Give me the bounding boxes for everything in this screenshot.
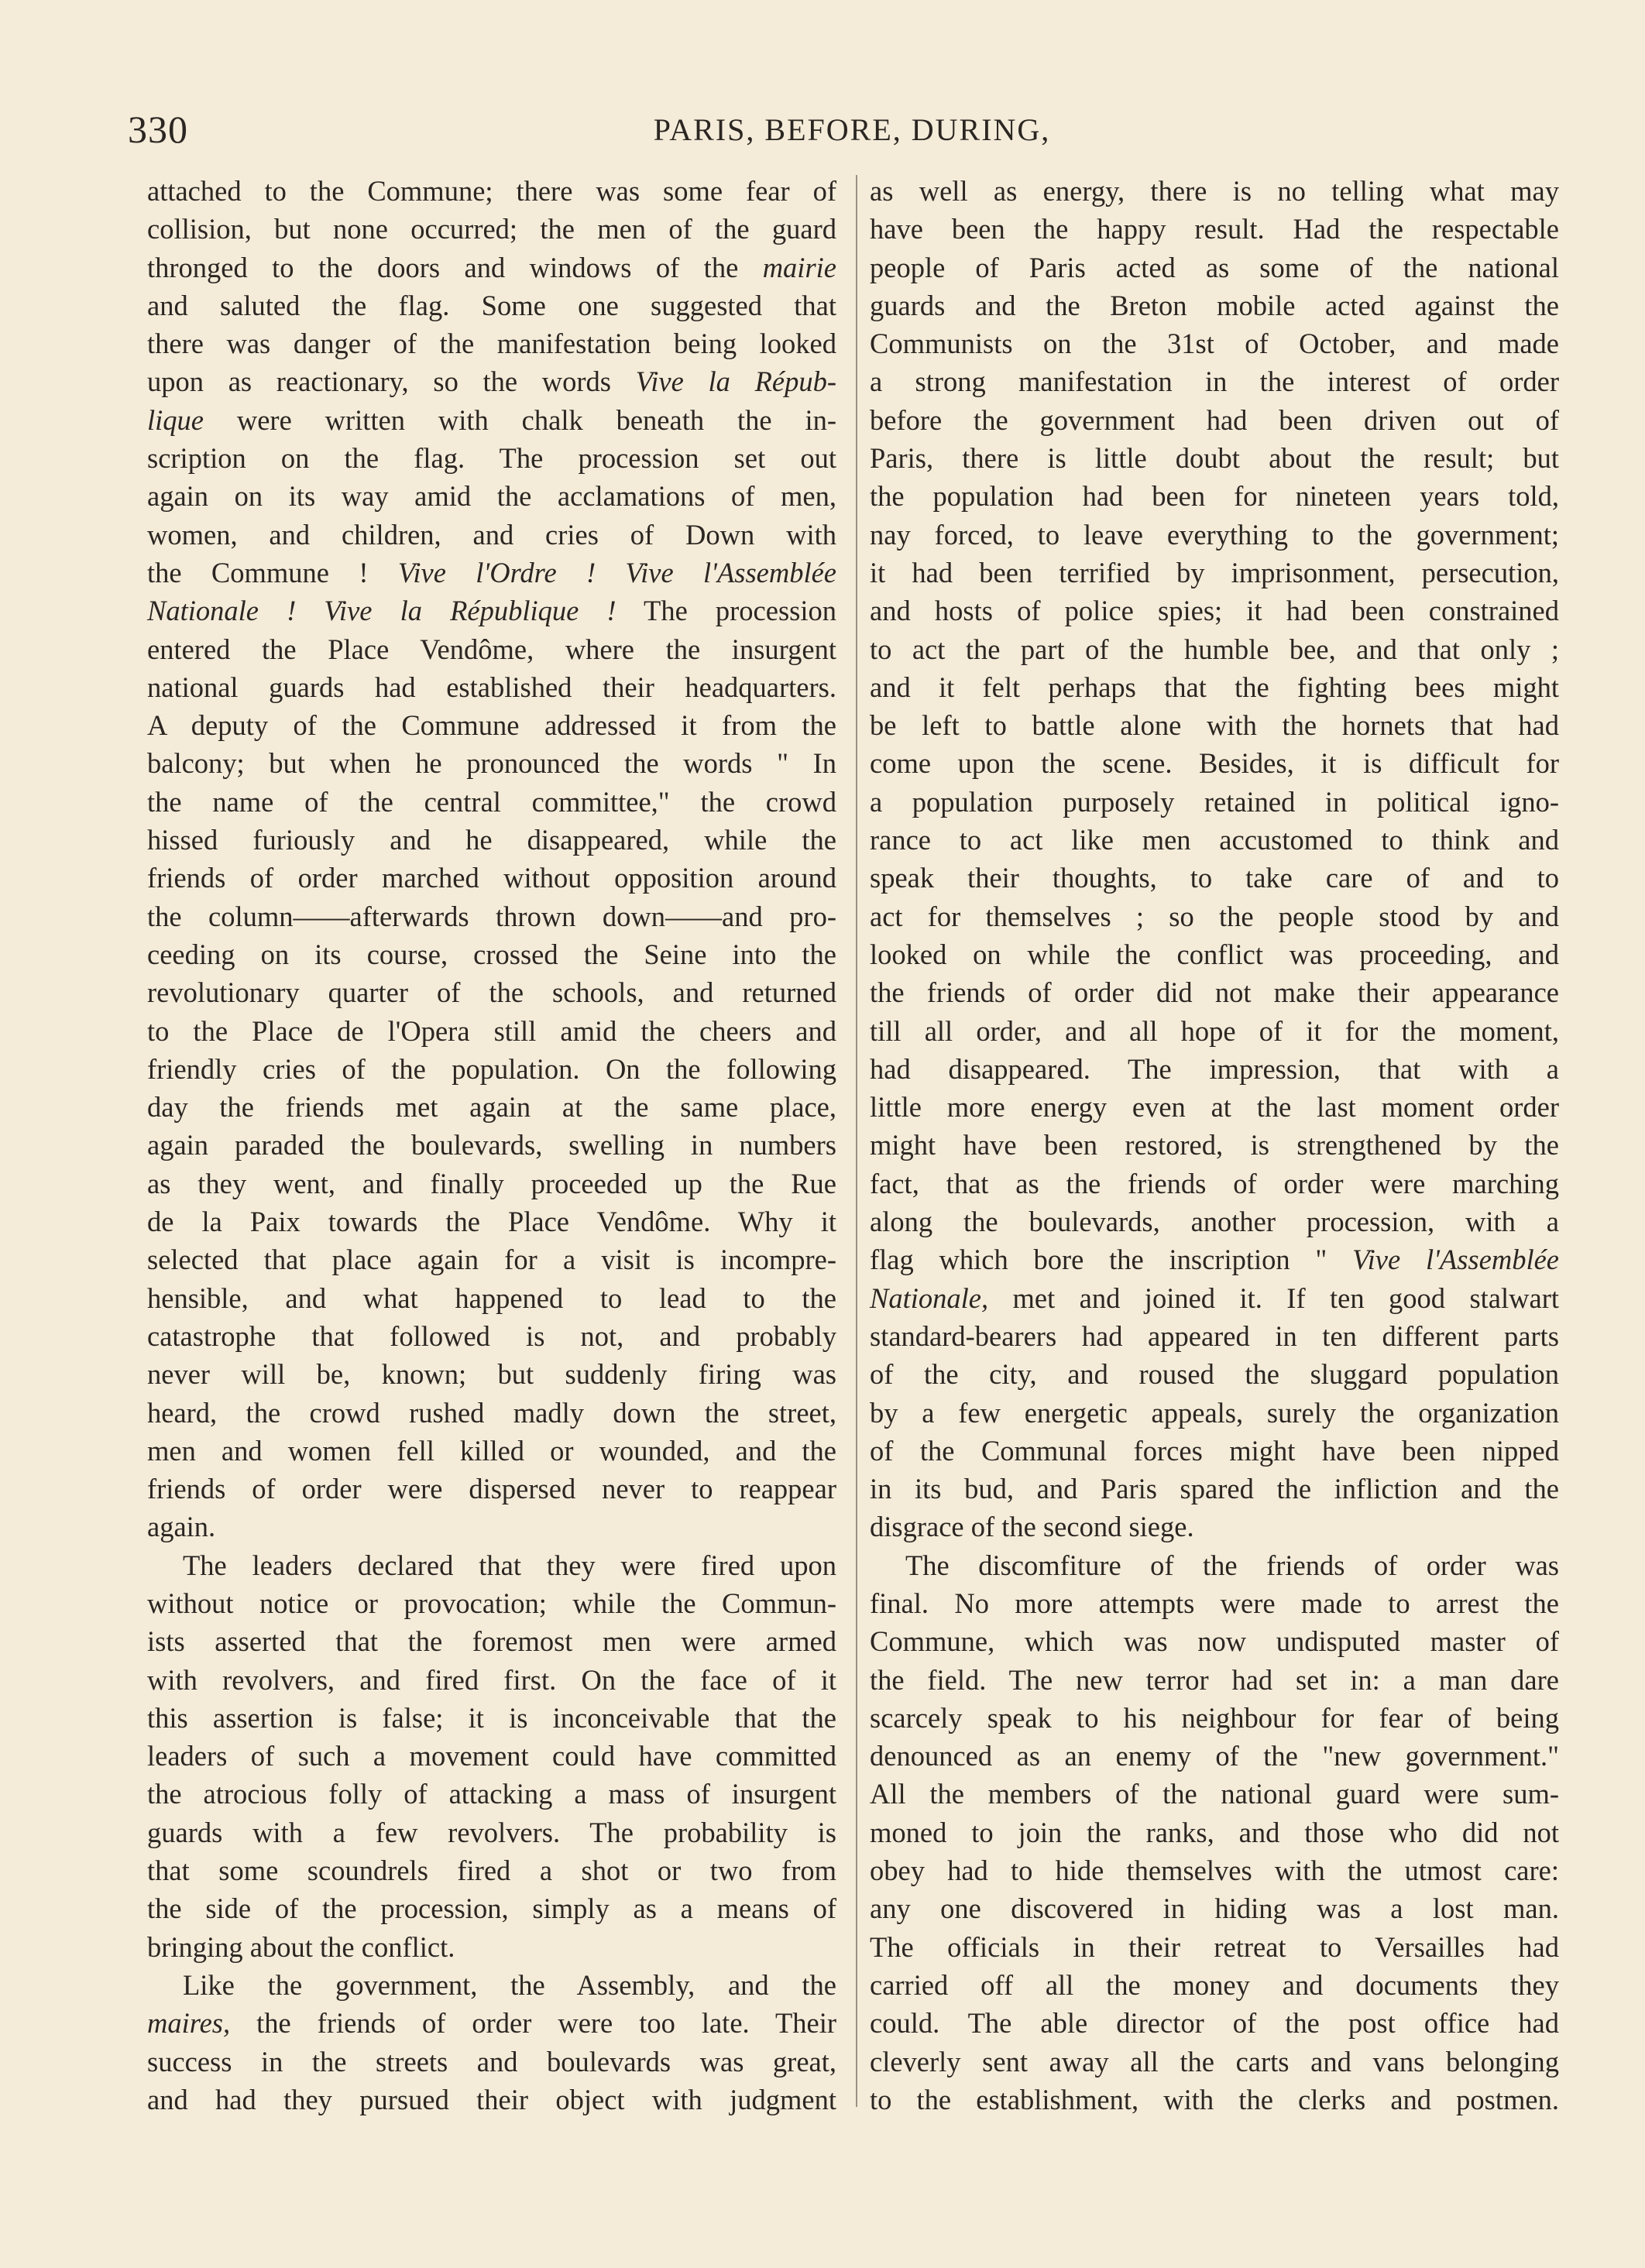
line-text: final. No more attempts were made to arrest the: [870, 1587, 1559, 1619]
text-line: [870, 783, 1559, 821]
text-line: [870, 249, 1559, 287]
text-line: [870, 1813, 1559, 1851]
text-line: [147, 1508, 836, 1546]
text-line: [870, 1088, 1559, 1126]
line-text: A deputy of the Commune addressed it from the: [147, 709, 836, 742]
line-text: Commune, which was now undisputed master of: [870, 1625, 1559, 1658]
text-line: [870, 2004, 1559, 2042]
line-text: de la Paix towards the Place Vendôme. Why it: [147, 1206, 836, 1238]
text-line: [147, 554, 836, 592]
text-line: [870, 1584, 1559, 1622]
line-text: any one discovered in hiding was a lost man.: [870, 1892, 1559, 1925]
page-header: [128, 107, 1576, 153]
line-text: The officials in their retreat to Versailles had: [870, 1930, 1559, 1963]
text-line: [147, 477, 836, 515]
line-text: women, and children, and cries of Down with: [147, 518, 836, 551]
text-line: [147, 1470, 836, 1508]
line-text: ists asserted that the foremost men were armed: [147, 1625, 836, 1658]
line-text: the friends of order did not make their appearance: [870, 976, 1559, 1009]
text-line: [870, 1394, 1559, 1432]
text-line: [147, 1240, 836, 1278]
text-line: [870, 592, 1559, 630]
line-text: by a few energetic appeals, surely the organization: [870, 1396, 1559, 1429]
text-line: [147, 783, 836, 821]
line-text: the friends of order were too late. Their: [230, 2007, 836, 2040]
line-text: hensible, and what happened to lead to the: [147, 1282, 836, 1314]
text-line: [147, 592, 836, 630]
text-line: [147, 1317, 836, 1355]
text-line: [870, 935, 1559, 973]
line-text: act for themselves ; so the people stood by and: [870, 900, 1559, 932]
line-text: of the city, and roused the sluggard population: [870, 1358, 1559, 1391]
line-text: national guards had established their headquarters.: [147, 671, 836, 703]
text-line: [147, 439, 836, 477]
line-text: were written with chalk beneath the in-: [203, 403, 836, 436]
text-line: [870, 362, 1559, 400]
text-line: [147, 1622, 836, 1660]
line-text: obey had to hide themselves with the utmost care:: [870, 1855, 1559, 1887]
text-line: [147, 1737, 836, 1775]
line-text: friendly cries of the population. On the following: [147, 1052, 836, 1085]
text-line: [147, 1584, 836, 1622]
line-text: scription on the flag. The procession set out: [147, 442, 836, 475]
text-line: [870, 1470, 1559, 1508]
line-text: this assertion is false; it is inconceivable that the: [147, 1701, 836, 1734]
italic-text: mairie: [762, 251, 836, 283]
line-text: scarcely speak to his neighbour for fear of being: [870, 1701, 1559, 1734]
running-head: PARIS, BEFORE, DURING,: [653, 112, 1051, 147]
text-line: [147, 668, 836, 706]
text-line: [870, 1050, 1559, 1088]
line-text: along the boulevards, another procession, with a: [870, 1206, 1559, 1238]
line-text: denounced as an enemy of the "new government.": [870, 1740, 1559, 1772]
text-line: [870, 554, 1559, 592]
line-text: success in the streets and boulevards was great,: [147, 2045, 836, 2078]
text-line: [147, 249, 836, 287]
text-line: [870, 1699, 1559, 1737]
text-line: [870, 1165, 1559, 1203]
text-line: [870, 1851, 1559, 1889]
italic-text: Vive la Répub-: [635, 365, 836, 398]
text-line: [870, 1928, 1559, 1966]
line-text: and had they pursued their object with judgment: [147, 2083, 836, 2115]
text-line: [870, 706, 1559, 744]
text-line: [870, 1508, 1559, 1546]
text-line: [870, 1661, 1559, 1699]
text-line: [870, 1240, 1559, 1278]
line-text: disgrace of the second siege.: [870, 1511, 1194, 1543]
line-text: friends of order marched without opposition around: [147, 862, 836, 894]
text-line: [147, 2081, 836, 2119]
italic-text: lique: [147, 403, 204, 436]
line-text: friends of order were dispersed never to reappear: [147, 1473, 836, 1505]
text-line: [870, 1966, 1559, 2004]
text-line: [870, 287, 1559, 324]
line-text: flag which bore the inscription ": [870, 1244, 1353, 1276]
line-text: before the government had been driven out of: [870, 403, 1559, 436]
text-line: [870, 1432, 1559, 1470]
text-line: [147, 630, 836, 668]
text-line: [147, 1546, 836, 1584]
text-line: [870, 1203, 1559, 1240]
line-text: selected that place again for a visit is incompre-: [147, 1244, 836, 1276]
text-line: [147, 362, 836, 400]
text-line: [870, 821, 1559, 859]
line-text: attached to the Commune; there was some fear of: [147, 175, 836, 207]
line-text: thronged to the doors and windows of the: [147, 251, 763, 283]
line-text: to act the part of the humble bee, and that only ;: [870, 633, 1559, 665]
text-line: [870, 744, 1559, 782]
text-line: [870, 973, 1559, 1011]
line-text: that some scoundrels fired a shot or two from: [147, 1855, 836, 1887]
column-divider: [856, 175, 857, 2107]
text-line: [147, 1203, 836, 1240]
text-line: [870, 630, 1559, 668]
text-line: [147, 1699, 836, 1737]
line-text: the side of the procession, simply as a means of: [147, 1892, 836, 1925]
text-line: [870, 1279, 1559, 1317]
line-text: upon as reactionary, so the words: [147, 365, 636, 398]
text-line: [147, 172, 836, 210]
line-text: again on its way amid the acclamations of men,: [147, 480, 836, 513]
text-line: [870, 1775, 1559, 1813]
text-line: [870, 210, 1559, 248]
line-text: balcony; but when he pronounced the words " In: [147, 747, 836, 780]
line-text: Like the government, the Assembly, and the: [183, 1968, 836, 2001]
line-text: come upon the scene. Besides, it is difficult for: [870, 747, 1559, 780]
line-text: speak their thoughts, to take care of and to: [870, 862, 1559, 894]
text-line: [870, 516, 1559, 554]
text-line: [147, 287, 836, 324]
text-line: [147, 1432, 836, 1470]
text-line: [870, 1889, 1559, 1927]
line-text: never will be, known; but suddenly firing was: [147, 1358, 836, 1391]
line-text: The discomfiture of the friends of order was: [905, 1549, 1559, 1581]
line-text: people of Paris acted as some of the national: [870, 251, 1559, 283]
line-text: hissed furiously and he disappeared, while the: [147, 824, 836, 856]
line-text: with revolvers, and fired first. On the face of it: [147, 1663, 836, 1696]
line-text: All the members of the national guard were sum-: [870, 1778, 1559, 1810]
text-line: [147, 401, 836, 439]
left-column: [147, 172, 836, 2119]
text-line: [147, 210, 836, 248]
line-text: The procession: [616, 595, 836, 627]
line-text: looked on while the conflict was proceeding, and: [870, 938, 1559, 970]
text-line: [870, 401, 1559, 439]
line-text: to the Place de l'Opera still amid the cheers and: [147, 1014, 836, 1047]
line-text: the column——afterwards thrown down——and pro-: [147, 900, 836, 932]
text-line: [870, 1355, 1559, 1393]
line-text: could. The able director of the post office had: [870, 2007, 1559, 2040]
line-text: the atrocious folly of attacking a mass of insurgent: [147, 1778, 836, 1810]
text-line: [870, 2081, 1559, 2119]
line-text: catastrophe that followed is not, and probably: [147, 1319, 836, 1352]
line-text: without notice or provocation; while the Commun-: [147, 1587, 836, 1619]
line-text: bringing about the conflict.: [147, 1930, 455, 1963]
line-text: and saluted the flag. Some one suggested that: [147, 289, 836, 321]
text-line: [147, 1050, 836, 1088]
text-line: [147, 744, 836, 782]
line-text: heard, the crowd rushed madly down the street,: [147, 1396, 836, 1429]
text-line: [870, 1012, 1559, 1050]
text-line: [147, 2043, 836, 2081]
italic-text: Vive l'Ordre ! Vive l'Assemblée: [397, 556, 836, 588]
page-number: 330: [128, 108, 188, 151]
line-text: The leaders declared that they were fired upon: [183, 1549, 836, 1581]
text-line: [870, 1126, 1559, 1164]
line-text: guards with a few revolvers. The probability is: [147, 1816, 836, 1848]
text-line: [147, 821, 836, 859]
text-line: [147, 935, 836, 973]
text-line: [870, 1317, 1559, 1355]
line-text: ceeding on its course, crossed the Seine into the: [147, 938, 836, 970]
italic-text: Vive l'Assemblée: [1352, 1244, 1559, 1276]
text-line: [870, 1622, 1559, 1660]
line-text: there was danger of the manifestation being looked: [147, 328, 836, 360]
line-text: revolutionary quarter of the schools, and returned: [147, 976, 836, 1009]
line-text: moned to join the ranks, and those who did not: [870, 1816, 1559, 1848]
italic-text: Nationale ! Vive la République !: [147, 595, 616, 627]
text-line: [147, 1279, 836, 1317]
line-text: of the Communal forces might have been nipped: [870, 1434, 1559, 1467]
text-line: [870, 477, 1559, 515]
text-line: [147, 516, 836, 554]
line-text: standard-bearers had appeared in ten different parts: [870, 1319, 1559, 1352]
text-line: [147, 1775, 836, 1813]
text-line: [147, 1813, 836, 1851]
italic-text: maires,: [147, 2007, 231, 2040]
line-text: entered the Place Vendôme, where the insurgent: [147, 633, 836, 665]
line-text: might have been restored, is strengthened by the: [870, 1129, 1559, 1161]
line-text: little more energy even at the last moment order: [870, 1091, 1559, 1124]
line-text: guards and the Breton mobile acted against the: [870, 289, 1559, 321]
line-text: in its bud, and Paris spared the infliction and the: [870, 1473, 1559, 1505]
line-text: men and women fell killed or wounded, and the: [147, 1434, 836, 1467]
line-text: a population purposely retained in political igno-: [870, 785, 1559, 818]
text-line: [147, 324, 836, 362]
line-text: the Commune !: [147, 556, 398, 588]
line-text: Paris, there is little doubt about the result; but: [870, 442, 1559, 475]
text-line: [870, 172, 1559, 210]
line-text: again.: [147, 1511, 216, 1543]
text-line: [147, 1165, 836, 1203]
text-line: [147, 1889, 836, 1927]
line-text: the population had been for nineteen years told,: [870, 480, 1559, 513]
text-line: [147, 1126, 836, 1164]
line-text: had disappeared. The impression, that with a: [870, 1052, 1559, 1085]
line-text: and hosts of police spies; it had been constrained: [870, 595, 1559, 627]
text-line: [147, 859, 836, 897]
text-line: [147, 1966, 836, 2004]
line-text: be left to battle alone with the hornets that had: [870, 709, 1559, 742]
text-line: [147, 973, 836, 1011]
text-line: [147, 1088, 836, 1126]
text-line: [870, 439, 1559, 477]
text-line: [147, 2004, 836, 2042]
line-text: collision, but none occurred; the men of the guard: [147, 213, 836, 245]
text-line: [147, 897, 836, 935]
text-line: [870, 1546, 1559, 1584]
line-text: and it felt perhaps that the fighting bees might: [870, 671, 1559, 703]
right-column: [870, 172, 1559, 2119]
line-text: met and joined it. If ten good stalwart: [988, 1282, 1559, 1314]
text-line: [870, 1737, 1559, 1775]
line-text: carried off all the money and documents they: [870, 1968, 1559, 2001]
line-text: cleverly sent away all the carts and vans belonging: [870, 2045, 1559, 2078]
line-text: to the establishment, with the clerks and postmen.: [870, 2083, 1559, 2115]
text-line: [147, 1355, 836, 1393]
line-text: fact, that as the friends of order were marching: [870, 1167, 1559, 1199]
line-text: till all order, and all hope of it for the moment,: [870, 1014, 1559, 1047]
line-text: leaders of such a movement could have committed: [147, 1740, 836, 1772]
text-line: [147, 706, 836, 744]
text-line: [870, 2043, 1559, 2081]
line-text: as well as energy, there is no telling what may: [870, 175, 1559, 207]
text-line: [870, 897, 1559, 935]
text-line: [147, 1394, 836, 1432]
text-line: [870, 668, 1559, 706]
text-line: [870, 859, 1559, 897]
line-text: nay forced, to leave everything to the government;: [870, 518, 1559, 551]
line-text: day the friends met again at the same place,: [147, 1091, 836, 1124]
line-text: again paraded the boulevards, swelling in numbers: [147, 1129, 836, 1161]
text-line: [147, 1851, 836, 1889]
text-line: [147, 1012, 836, 1050]
line-text: a strong manifestation in the interest of order: [870, 365, 1559, 398]
text-line: [147, 1928, 836, 1966]
line-text: have been the happy result. Had the respectable: [870, 213, 1559, 245]
text-line: [147, 1661, 836, 1699]
line-text: rance to act like men accustomed to think and: [870, 824, 1559, 856]
line-text: as they went, and finally proceeded up the Rue: [147, 1167, 836, 1199]
text-line: [870, 324, 1559, 362]
line-text: Communists on the 31st of October, and made: [870, 328, 1559, 360]
line-text: it had been terrified by imprisonment, persecution,: [870, 556, 1559, 588]
line-text: the name of the central committee," the crowd: [147, 785, 836, 818]
line-text: the field. The new terror had set in: a man dare: [870, 1663, 1559, 1696]
italic-text: Nationale,: [870, 1282, 989, 1314]
